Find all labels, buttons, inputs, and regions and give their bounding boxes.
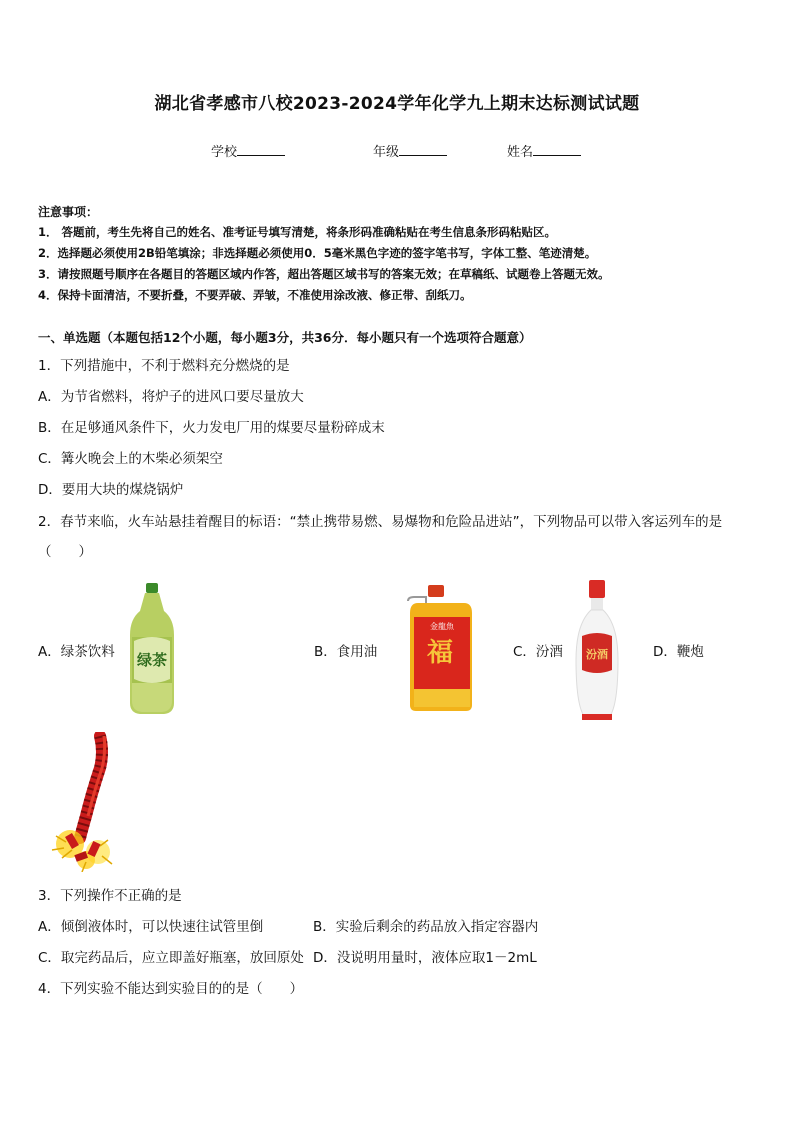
tea-label: 绿茶 (136, 651, 168, 669)
note-item: 3．请按照题号顺序在各题目的答题区域内作答，超出答题区域书写的答案无效；在草稿纸、试题卷上答题无效。 (38, 267, 610, 281)
oil-fu-label: 福 (426, 638, 454, 668)
school-blank (237, 143, 285, 156)
notes-heading: 注意事项： (38, 205, 99, 219)
oil-brand-label: 金龍魚 (430, 622, 454, 631)
note-item: 4．保持卡面清洁，不要折叠，不要弄破、弄皱，不准使用涂改液、修正带、刮纸刀。 (38, 288, 472, 302)
exam-title: 湖北省孝感市八校2023-2024学年化学九上期末达标测试试题 (154, 94, 640, 114)
question-3-stem: 3．下列操作不正确的是 (38, 888, 182, 904)
question-2-option-b: B．食用油 (314, 644, 378, 660)
question-1-option-a: A．为节省燃料，将炉子的进风口要尽量放大 (38, 389, 304, 405)
question-3-option-a: A．倾倒液体时，可以快速往试管里倒 (38, 919, 264, 935)
grade-field (373, 141, 447, 160)
question-3-option-c: C．取完药品后，应立即盖好瓶塞，放回原处 (38, 950, 304, 966)
wine-label: 汾酒 (586, 648, 608, 661)
question-1-option-d: D．要用大块的煤烧锅炉 (38, 482, 184, 498)
question-3-option-b: B．实验后剩余的药品放入指定容器内 (313, 919, 539, 935)
green-tea-bottle-image (122, 583, 182, 715)
note-item: 1． 答题前，考生先将自己的姓名、准考证号填写清楚，将条形码准确粘贴在考生信息条形码粘贴区。 (38, 225, 556, 239)
fen-wine-bottle-image (572, 580, 622, 722)
school-label: 学校 (211, 145, 238, 160)
question-1-option-b: B．在足够通风条件下，火力发电厂用的煤要尽量粉碎成末 (38, 420, 385, 436)
question-4-stem: 4．下列实验不能达到实验目的的是（ ） (38, 981, 304, 997)
cooking-oil-image (404, 583, 478, 713)
grade-label: 年级 (373, 145, 400, 160)
note-item: 2．选择题必须使用2B铅笔填涂；非选择题必须使用0．5毫米黑色字迹的签字笔书写，字体工整、笔迹清楚。 (38, 246, 597, 260)
name-field (507, 141, 581, 160)
question-1-option-c: C．篝火晚会上的木柴必须架空 (38, 451, 223, 467)
question-3-option-d: D．没说明用量时，液体应取1－2mL (313, 950, 537, 966)
question-2-option-d: D．鞭炮 (653, 644, 704, 660)
question-2-stem: 2．春节来临，火车站悬挂着醒目的标语：“禁止携带易燃、易爆物和危险品进站”，下列物品可以带入客运列车的是 (38, 514, 723, 530)
firecrackers-image (42, 732, 132, 872)
question-2-stem-paren: （ ） (38, 544, 92, 560)
grade-blank (399, 143, 447, 156)
question-1-stem: 1．下列措施中，不利于燃料充分燃烧的是 (38, 358, 290, 374)
question-2-option-c: C．汾酒 (513, 644, 563, 660)
name-blank (533, 143, 581, 156)
school-field (211, 141, 285, 160)
question-2-option-a: A．绿茶饮料 (38, 644, 115, 660)
name-label: 姓名 (507, 145, 534, 160)
section-heading: 一、单选题（本题包括12个小题，每小题3分，共36分．每小题只有一个选项符合题意） (38, 330, 532, 345)
